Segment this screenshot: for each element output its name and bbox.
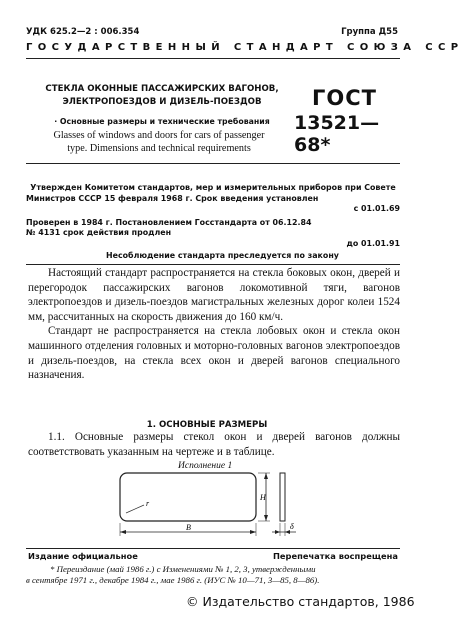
english-title-line-1: Glasses of windows and doors for cars of passenger (53, 130, 265, 141)
udk-code: УДК 625.2—2 : 006.354 (26, 27, 140, 37)
official-edition: Издание официальное (28, 551, 138, 561)
approval-info (26, 183, 400, 250)
clause-1-1: 1.1. Основные размеры стекол окон и дверей вагонов должны соответствовать указанным на чертеже и в таблице. (28, 431, 400, 458)
extension-date: до 01.01.91 (346, 238, 400, 248)
gost-number: 13521—68* (294, 112, 380, 156)
edition-note-line-2: в сентябре 1971 г., декабре 1984 г., мае 1986 г. (ИУС № 10—71, 3—85, 8—86). (26, 575, 320, 586)
header-rule (26, 58, 400, 59)
law-notice: Несоблюдение стандарта преследуется по закону (106, 251, 339, 260)
section-heading: 1. ОСНОВНЫЕ РАЗМЕРЫ (146, 420, 268, 430)
gost-label: ГОСТ (312, 86, 377, 110)
group-code: Группа Д55 (341, 27, 398, 37)
english-title-line-2: type. Dimensions and technical requirements (67, 142, 251, 154)
revision-line-2: № 4131 срок действия продлен (26, 228, 172, 238)
thickness-label: δ (290, 522, 294, 531)
figure-caption: Исполнение 1 (178, 461, 233, 471)
approval-line-1: Утвержден Комитетом стандартов, мер и измерительных приборов при Совете (30, 183, 396, 192)
english-title (30, 130, 288, 155)
copyright-icon: © (186, 594, 199, 609)
state-standard-banner: ГОСУДАРСТВЕННЫЙ СТАНДАРТ СОЮЗА ССР (26, 42, 464, 53)
title-rule (26, 163, 400, 164)
height-label: H (260, 493, 266, 502)
reprint-prohibited: Перепечатка воспрещена (272, 551, 398, 561)
radius-leader (126, 505, 144, 513)
glass-outline (120, 473, 256, 521)
scope-paragraph: Настоящий стандарт распространяется на стекла боковых окон, дверей и перегородок пассажирских вагонов локомотивной тяги, вагонов электропоездов и дизель-поездов магистральных железных дорог колеи 1524 мм, рассчитанных на скорость движения до 160 км/ч. (28, 267, 400, 323)
width-label: B (186, 523, 191, 532)
edition-note (26, 564, 404, 586)
clause-text (28, 430, 400, 459)
thickness-section (280, 473, 285, 521)
approval-line-2: Министров СССР 15 февраля 1968 г. Срок введения установлен (26, 193, 319, 203)
revision-line-1: Проверен в 1984 г. Постановлением Госстандарта от 06.12.84 (26, 217, 312, 227)
title-line-2: ЭЛЕКТРОПОЕЗДОВ И ДИЗЕЛЬ-ПОЕЗДОВ (62, 96, 262, 107)
introduction-date: с 01.01.69 (353, 204, 400, 214)
glass-drawing (100, 470, 306, 542)
footer-rule (26, 548, 400, 549)
document-subtitle: · Основные размеры и технические требования (54, 117, 270, 126)
main-text (28, 266, 400, 383)
approval-rule (26, 264, 400, 265)
publisher-copyright (186, 594, 415, 609)
title-line-1: СТЕКЛА ОКОННЫЕ ПАССАЖИРСКИХ ВАГОНОВ, (45, 84, 279, 94)
document-title (40, 83, 284, 108)
copyright-text: Издательство стандартов, 1986 (202, 594, 415, 609)
edition-note-line-1: * Переиздание (май 1986 г.) с Изменениями № 1, 2, 3, утвержденными (50, 564, 316, 574)
radius-label: r (146, 499, 150, 508)
exclusion-paragraph: Стандарт не распространяется на стекла лобовых окон и стекла окон машинного отделения головных и моторно-головных вагонов электропоездов и дизель-поездов, на стекла всех окон и дверей вагонов специального назначения. (28, 325, 400, 382)
